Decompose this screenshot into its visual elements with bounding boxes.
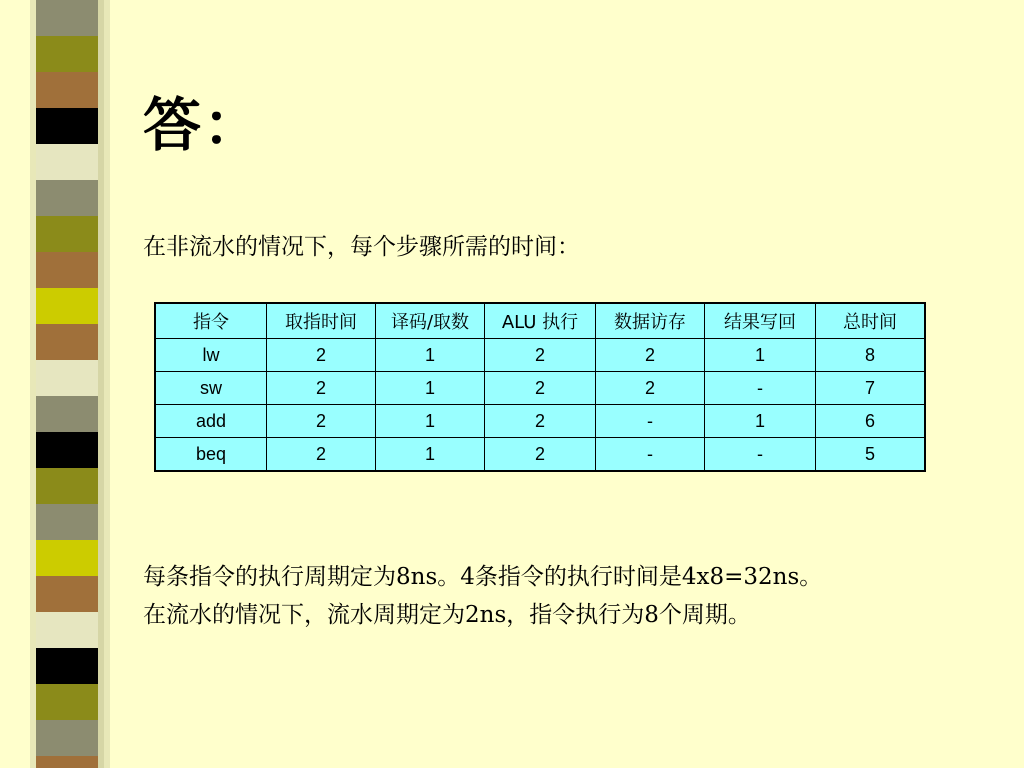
table-cell: 5 <box>816 438 926 472</box>
strip-block <box>36 324 98 360</box>
table-cell: lw <box>155 339 267 372</box>
table-header-row <box>155 303 925 339</box>
strip-block <box>36 612 98 648</box>
table-cell: 2 <box>596 372 705 405</box>
table-cell: beq <box>155 438 267 472</box>
strip-block <box>36 108 98 144</box>
header-cell: 结果写回 <box>705 303 816 339</box>
table-cell: 2 <box>267 339 376 372</box>
table-row <box>155 438 925 472</box>
table-cell: 2 <box>485 438 596 472</box>
strip-block <box>36 432 98 468</box>
header-cell: ALU 执行 <box>485 303 596 339</box>
table-cell: 8 <box>816 339 926 372</box>
strip-block <box>36 720 98 756</box>
table-cell: 1 <box>376 372 485 405</box>
strip-shadow <box>98 0 104 768</box>
intro-text: 在非流水的情况下，每个步骤所需的时间： <box>143 234 580 260</box>
table-cell: 7 <box>816 372 926 405</box>
table-cell: 2 <box>485 372 596 405</box>
strip-block <box>36 504 98 540</box>
table-cell: 6 <box>816 405 926 438</box>
strip-block <box>36 0 98 36</box>
decorative-band <box>36 0 98 768</box>
header-cell: 指令 <box>155 303 267 339</box>
strip-block <box>36 216 98 252</box>
table-cell: 2 <box>267 405 376 438</box>
table-cell: 2 <box>596 339 705 372</box>
strip-block <box>36 72 98 108</box>
table-cell: 1 <box>705 339 816 372</box>
strip-block <box>36 144 98 180</box>
table-cell: 2 <box>485 339 596 372</box>
strip-block <box>36 648 98 684</box>
strip-block <box>36 396 98 432</box>
strip-block <box>36 468 98 504</box>
paragraph-non-pipeline: 每条指令的执行周期定为8ns。4条指令的执行时间是4x8=32ns。 <box>143 564 823 590</box>
strip-block <box>36 576 98 612</box>
table-cell: 2 <box>267 372 376 405</box>
table-row <box>155 405 925 438</box>
slide-title: 答： <box>143 91 264 159</box>
table-cell: 2 <box>485 405 596 438</box>
table-cell: 2 <box>267 438 376 472</box>
header-cell: 数据访存 <box>596 303 705 339</box>
table-cell: sw <box>155 372 267 405</box>
table-cell: 1 <box>376 405 485 438</box>
table-row <box>155 372 925 405</box>
table-row <box>155 339 925 372</box>
table-cell: - <box>705 372 816 405</box>
header-cell: 取指时间 <box>267 303 376 339</box>
table-cell: add <box>155 405 267 438</box>
table-cell: - <box>596 405 705 438</box>
table-cell: 1 <box>376 438 485 472</box>
decorative-left-strip <box>0 0 110 768</box>
header-cell: 译码/取数 <box>376 303 485 339</box>
timing-table <box>154 302 926 472</box>
header-cell: 总时间 <box>816 303 926 339</box>
table-cell: 1 <box>705 405 816 438</box>
strip-block <box>36 756 98 768</box>
strip-block <box>36 360 98 396</box>
strip-block <box>36 180 98 216</box>
table-cell: - <box>705 438 816 472</box>
strip-block <box>36 684 98 720</box>
table-cell: - <box>596 438 705 472</box>
strip-block <box>36 36 98 72</box>
table-cell: 1 <box>376 339 485 372</box>
strip-block <box>36 252 98 288</box>
strip-block <box>36 540 98 576</box>
paragraph-pipeline: 在流水的情况下，流水周期定为2ns，指令执行为8个周期。 <box>143 602 751 628</box>
strip-block <box>36 288 98 324</box>
